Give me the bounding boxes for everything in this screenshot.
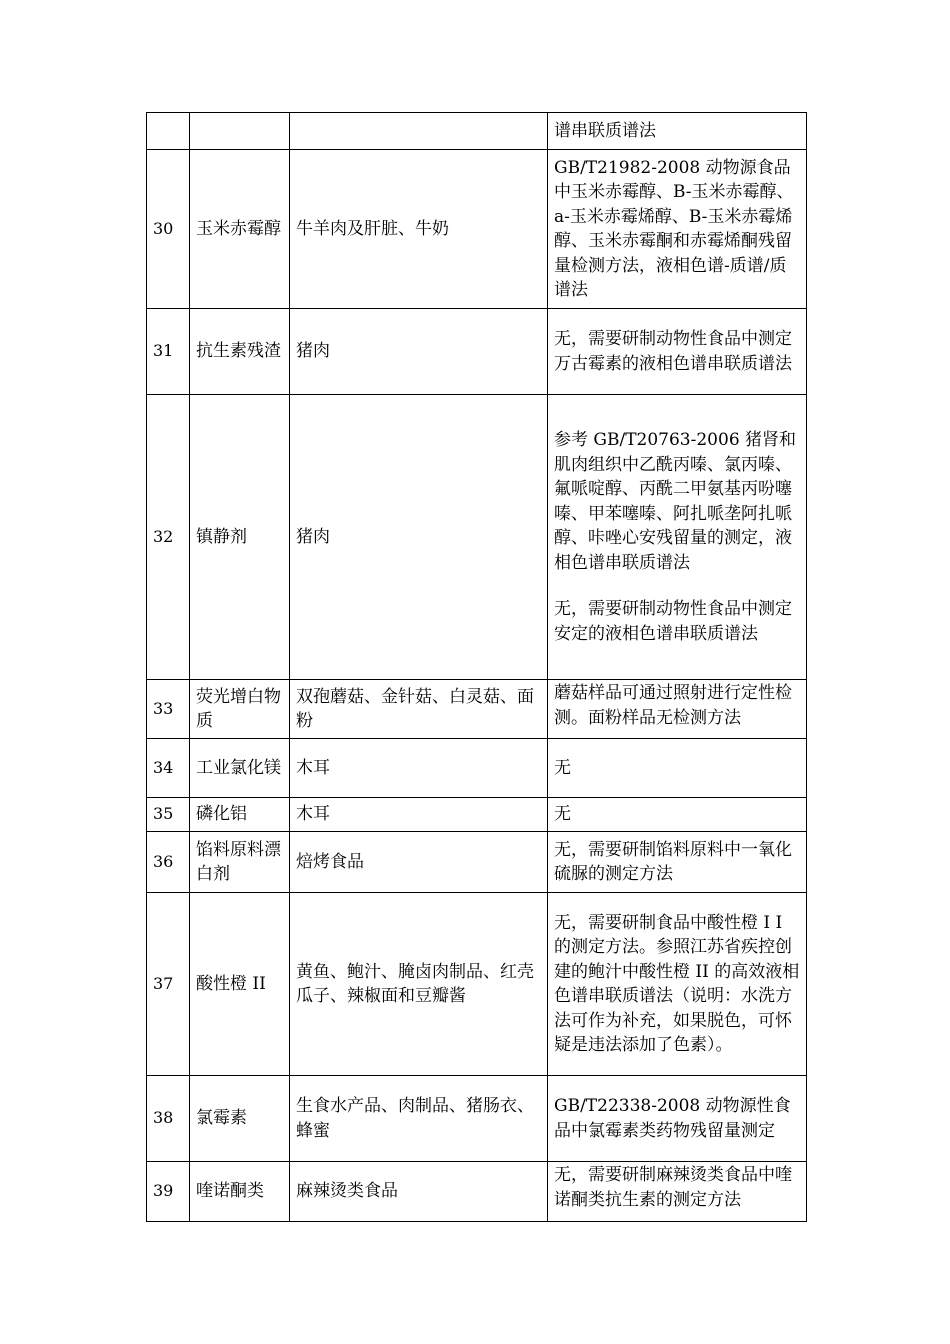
row-number: 37 <box>147 893 190 1076</box>
test-method: 无，需要研制馅料原料中一氧化硫脲的测定方法 <box>548 832 807 893</box>
test-method: 无，需要研制动物性食品中测定万古霉素的液相色谱串联质谱法 <box>548 309 807 395</box>
test-method: GB/T22338-2008 动物源性食品中氯霉素类药物残留量测定 <box>548 1076 807 1162</box>
row-number: 31 <box>147 309 190 395</box>
food-type: 猪肉 <box>290 309 548 395</box>
test-method: 蘑菇样品可通过照射进行定性检测。面粉样品无检测方法 <box>554 683 792 728</box>
table-row <box>147 680 807 739</box>
table-row <box>147 893 807 1076</box>
row-number: 30 <box>147 150 190 309</box>
row-number: 39 <box>147 1162 190 1222</box>
test-method: 参考 GB/T20763-2006 猪肾和肌肉组织中乙酰丙嗪、氯丙嗪、氟哌啶醇、丙酰二甲氨基丙吩噻嗪、甲苯噻嗪、阿扎哌垄阿扎哌醇、咔唑心安残留量的测定，液相色谱串联质谱法 <box>554 430 797 573</box>
table-row <box>147 113 807 150</box>
food-type: 木耳 <box>290 798 548 832</box>
food-type: 生食水产品、肉制品、猪肠衣、蜂蜜 <box>290 1076 548 1162</box>
item-name: 磷化铝 <box>190 798 290 832</box>
paragraph-gap <box>554 575 800 597</box>
food-type: 麻辣烫类食品 <box>290 1162 548 1222</box>
test-method: 无 <box>548 739 807 798</box>
food-type: 黄鱼、鲍汁、腌卤肉制品、红壳瓜子、辣椒面和豆瓣酱 <box>290 893 548 1076</box>
test-method: 谱串联质谱法 <box>548 113 807 150</box>
table-row <box>147 832 807 893</box>
test-method: 无，需要研制麻辣烫类食品中喹诺酮类抗生素的测定方法 <box>554 1165 792 1210</box>
test-method-cell <box>548 680 807 739</box>
row-number: 35 <box>147 798 190 832</box>
food-type: 焙烤食品 <box>290 832 548 893</box>
item-name: 玉米赤霉醇 <box>190 150 290 309</box>
item-name: 抗生素残渣 <box>190 309 290 395</box>
test-method-cell <box>548 395 807 680</box>
food-type: 双孢蘑菇、金针菇、白灵菇、面粉 <box>290 680 548 739</box>
row-number: 33 <box>147 680 190 739</box>
item-name: 工业氯化镁 <box>190 739 290 798</box>
row-number: 36 <box>147 832 190 893</box>
food-type: 木耳 <box>290 739 548 798</box>
item-name: 镇静剂 <box>190 395 290 680</box>
test-method: GB/T21982-2008 动物源食品中玉米赤霉醇、B-玉米赤霉醇、a-玉米赤霉烯醇、B-玉米赤霉烯醇、玉米赤霉酮和赤霉烯酮残留量检测方法，液相色谱-质谱/质谱法 <box>548 150 807 309</box>
test-method: 无，需要研制食品中酸性橙 I I 的测定方法。参照江苏省疾控创建的鲍汁中酸性橙 II 的高效液相色谱串联质谱法（说明：水洗方法可作为补充，如果脱色，可怀疑是违法添加了色素）。 <box>548 893 807 1076</box>
item-name: 氯霉素 <box>190 1076 290 1162</box>
food-type: 猪肉 <box>290 395 548 680</box>
row-number <box>147 113 190 150</box>
table-row <box>147 739 807 798</box>
food-type: 牛羊肉及肝脏、牛奶 <box>290 150 548 309</box>
item-name: 喹诺酮类 <box>190 1162 290 1222</box>
row-number: 38 <box>147 1076 190 1162</box>
test-method: 无 <box>548 798 807 832</box>
item-name <box>190 113 290 150</box>
table-row <box>147 1162 807 1222</box>
test-method-cell <box>548 1162 807 1222</box>
item-name: 馅料原料漂白剂 <box>190 832 290 893</box>
food-testing-table <box>146 112 807 1222</box>
item-name: 荧光增白物质 <box>190 680 290 739</box>
food-type <box>290 113 548 150</box>
table-row <box>147 395 807 680</box>
table-row <box>147 150 807 309</box>
table-row <box>147 309 807 395</box>
table-row <box>147 1076 807 1162</box>
row-number: 32 <box>147 395 190 680</box>
table-row <box>147 798 807 832</box>
item-name: 酸性橙 II <box>190 893 290 1076</box>
row-number: 34 <box>147 739 190 798</box>
test-method-secondary: 无，需要研制动物性食品中测定安定的液相色谱串联质谱法 <box>554 599 792 644</box>
